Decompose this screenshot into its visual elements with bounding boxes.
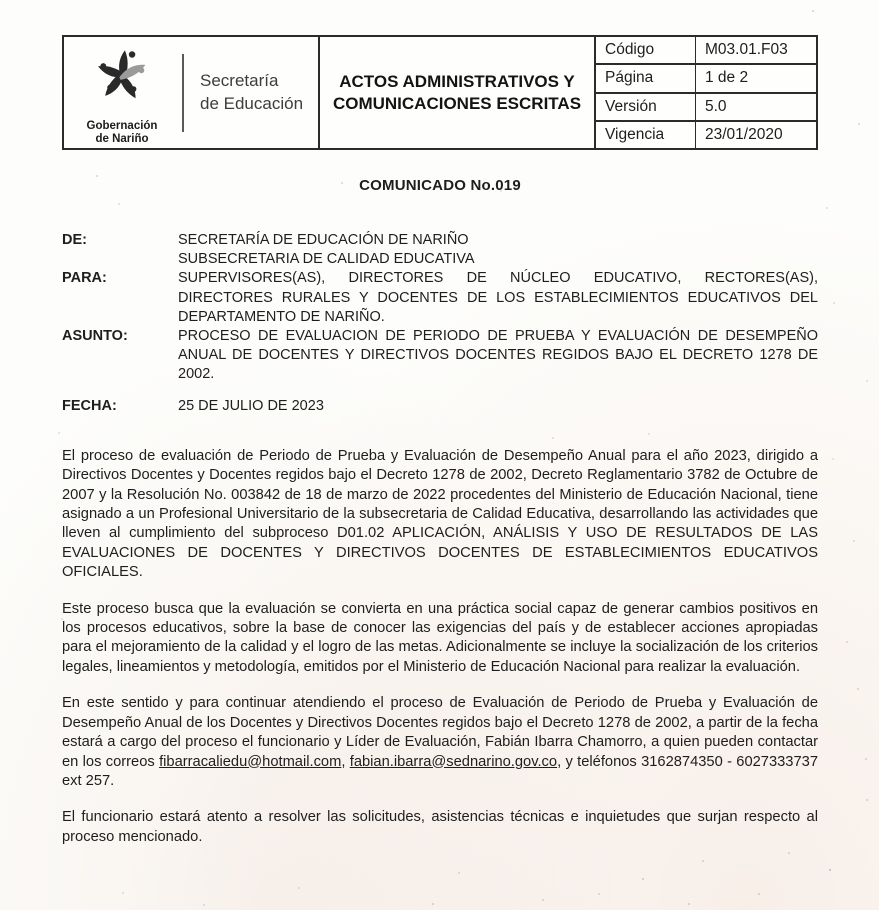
logo-caption-line2: de Nariño xyxy=(95,133,149,145)
field-de xyxy=(62,231,818,269)
logo-divider xyxy=(182,54,184,132)
field-para-text: SUPERVISORES(AS), DIRECTORES DE NÚCLEO EDUCATIVO, RECTORES(AS), DIRECTORES RURALES Y DOCENTES DE LOS ESTABLECIMIENTOS EDUCATIVOS DEL DEPARTAMENTO DE NARIÑO. xyxy=(178,270,818,325)
paragraph-2: Este proceso busca que la evaluación se convierta en una práctica social capaz de generar cambios positivos en los procesos educativos, sobre la base de conocer las exigencias del país y de establecer acciones apropiadas para el mejoramiento de la calidad y el logro de las metas. Adicionalmente se incluye la socialización de los criterios legales, lineamientos y metodología, emitidos por el Ministerio de Educación Nacional para realizar la evaluación. xyxy=(62,600,818,675)
entity-name-line2: de Educación xyxy=(200,93,304,113)
field-label-fecha: FECHA: xyxy=(62,397,117,414)
meta-row-vigencia xyxy=(596,122,816,148)
meta-label-pagina: Página xyxy=(596,65,696,91)
gobernacion-logo-block xyxy=(64,39,180,145)
field-de-line1: SECRETARÍA DE EDUCACIÓN DE NARIÑO xyxy=(178,232,469,248)
logo-caption xyxy=(64,120,180,145)
field-asunto xyxy=(62,327,818,385)
meta-value-codigo: M03.01.F03 xyxy=(705,41,788,59)
field-para xyxy=(62,269,818,327)
paragraph-1: El proceso de evaluación de Periodo de Prueba y Evaluación de Desempeño Anual para el año 2023, dirigido a Directivos Docentes y Docentes regidos bajo el Decreto 1278 de 2002, Decreto Reglamentario 3782 de Octubre de 2007 y la Resolución No. 003842 de 18 de marzo de 2022 procedentes del Ministerio de Educación Nacional, tiene asignado a un Profesional Universitario de la subsecretaria de Calidad Educativa, desarrollando las actividades que lleven al cumplimiento del subproceso D01.02 APLICACIÓN, ANÁLISIS Y USO DE RESULTADOS DE LAS EVALUACIONES DE DOCENTES Y DIRECTIVOS DOCENTES DE ESTABLECIMIENTOS EDUCATIVOS OFICIALES. xyxy=(62,447,818,581)
field-fecha xyxy=(62,397,818,416)
entity-name xyxy=(186,70,303,114)
meta-row-pagina xyxy=(596,65,816,93)
meta-label-vigencia: Vigencia xyxy=(596,122,696,148)
field-value-de xyxy=(178,231,818,269)
meta-row-version xyxy=(596,94,816,122)
email-link-sednarino[interactable]: fabian.ibarra@sednarino.gov.co xyxy=(349,753,558,770)
meta-value-version: 5.0 xyxy=(705,97,727,115)
comunicado-heading: COMUNICADO No.019 xyxy=(359,177,521,194)
paragraph-3-text: En este sentido y para continuar atendiendo el proceso de Evaluación de Periodo de Prueba y Evaluación de Desempeño Anual de los Docentes y Directivos Docentes regidos bajo el Decreto 1278 de 2002, a partir de la fecha estará a cargo del proceso el funcionario y Líder de Evaluación, Fabián Ibarra Chamorro, a quien pueden contactar en los correos xyxy=(62,695,818,770)
gobernacion-narino-star-logo-icon xyxy=(85,102,159,119)
memo-fields xyxy=(62,231,818,416)
document-body xyxy=(62,447,818,847)
field-label-para: PARA: xyxy=(62,270,107,287)
paragraph-3 xyxy=(62,694,818,791)
field-value-para xyxy=(178,269,818,327)
logo-caption-line1: Gobernación xyxy=(86,120,158,133)
field-de-line2: SUBSECRETARIA DE CALIDAD EDUCATIVA xyxy=(178,251,475,268)
metadata-table xyxy=(596,37,816,148)
paragraph-3-text-end: , y teléfonos 3162874350 - 6027333737 ext 257. xyxy=(62,753,818,789)
meta-value-vigencia: 23/01/2020 xyxy=(705,125,783,143)
meta-value-pagina: 1 de 2 xyxy=(705,69,749,87)
field-value-fecha xyxy=(178,397,818,416)
paragraph-3-separator: , xyxy=(341,753,350,770)
field-label-de: DE: xyxy=(62,232,87,248)
meta-label-codigo: Código xyxy=(596,37,696,63)
field-fecha-text: 25 DE JULIO DE 2023 xyxy=(178,397,324,414)
field-label-asunto: ASUNTO: xyxy=(62,328,128,345)
meta-label-version: Versión xyxy=(596,94,696,120)
header-table xyxy=(62,35,818,150)
logo-cell xyxy=(64,37,320,148)
scan-noise xyxy=(0,0,2,2)
document-type-title: ACTOS ADMINISTRATIVOS Y COMUNICACIONES ESCRITAS xyxy=(320,37,596,148)
paragraph-4: El funcionario estará atento a resolver las solicitudes, asistencias técnicas e inquietudes que surjan respecto al proceso mencionado. xyxy=(62,809,818,845)
email-link-hotmail[interactable]: fibarracaliedu@hotmail.com xyxy=(159,753,342,770)
field-value-asunto xyxy=(178,327,818,385)
entity-name-line1: Secretaría xyxy=(200,71,279,91)
meta-row-codigo xyxy=(596,37,816,65)
field-asunto-text: PROCESO DE EVALUACION DE PERIODO DE PRUEBA Y EVALUACIÓN DE DESEMPEÑO ANUAL DE DOCENTES Y DIRECTIVOS DOCENTES REGIDOS BAJO EL DECRETO 1278 DE 2002. xyxy=(178,328,818,383)
